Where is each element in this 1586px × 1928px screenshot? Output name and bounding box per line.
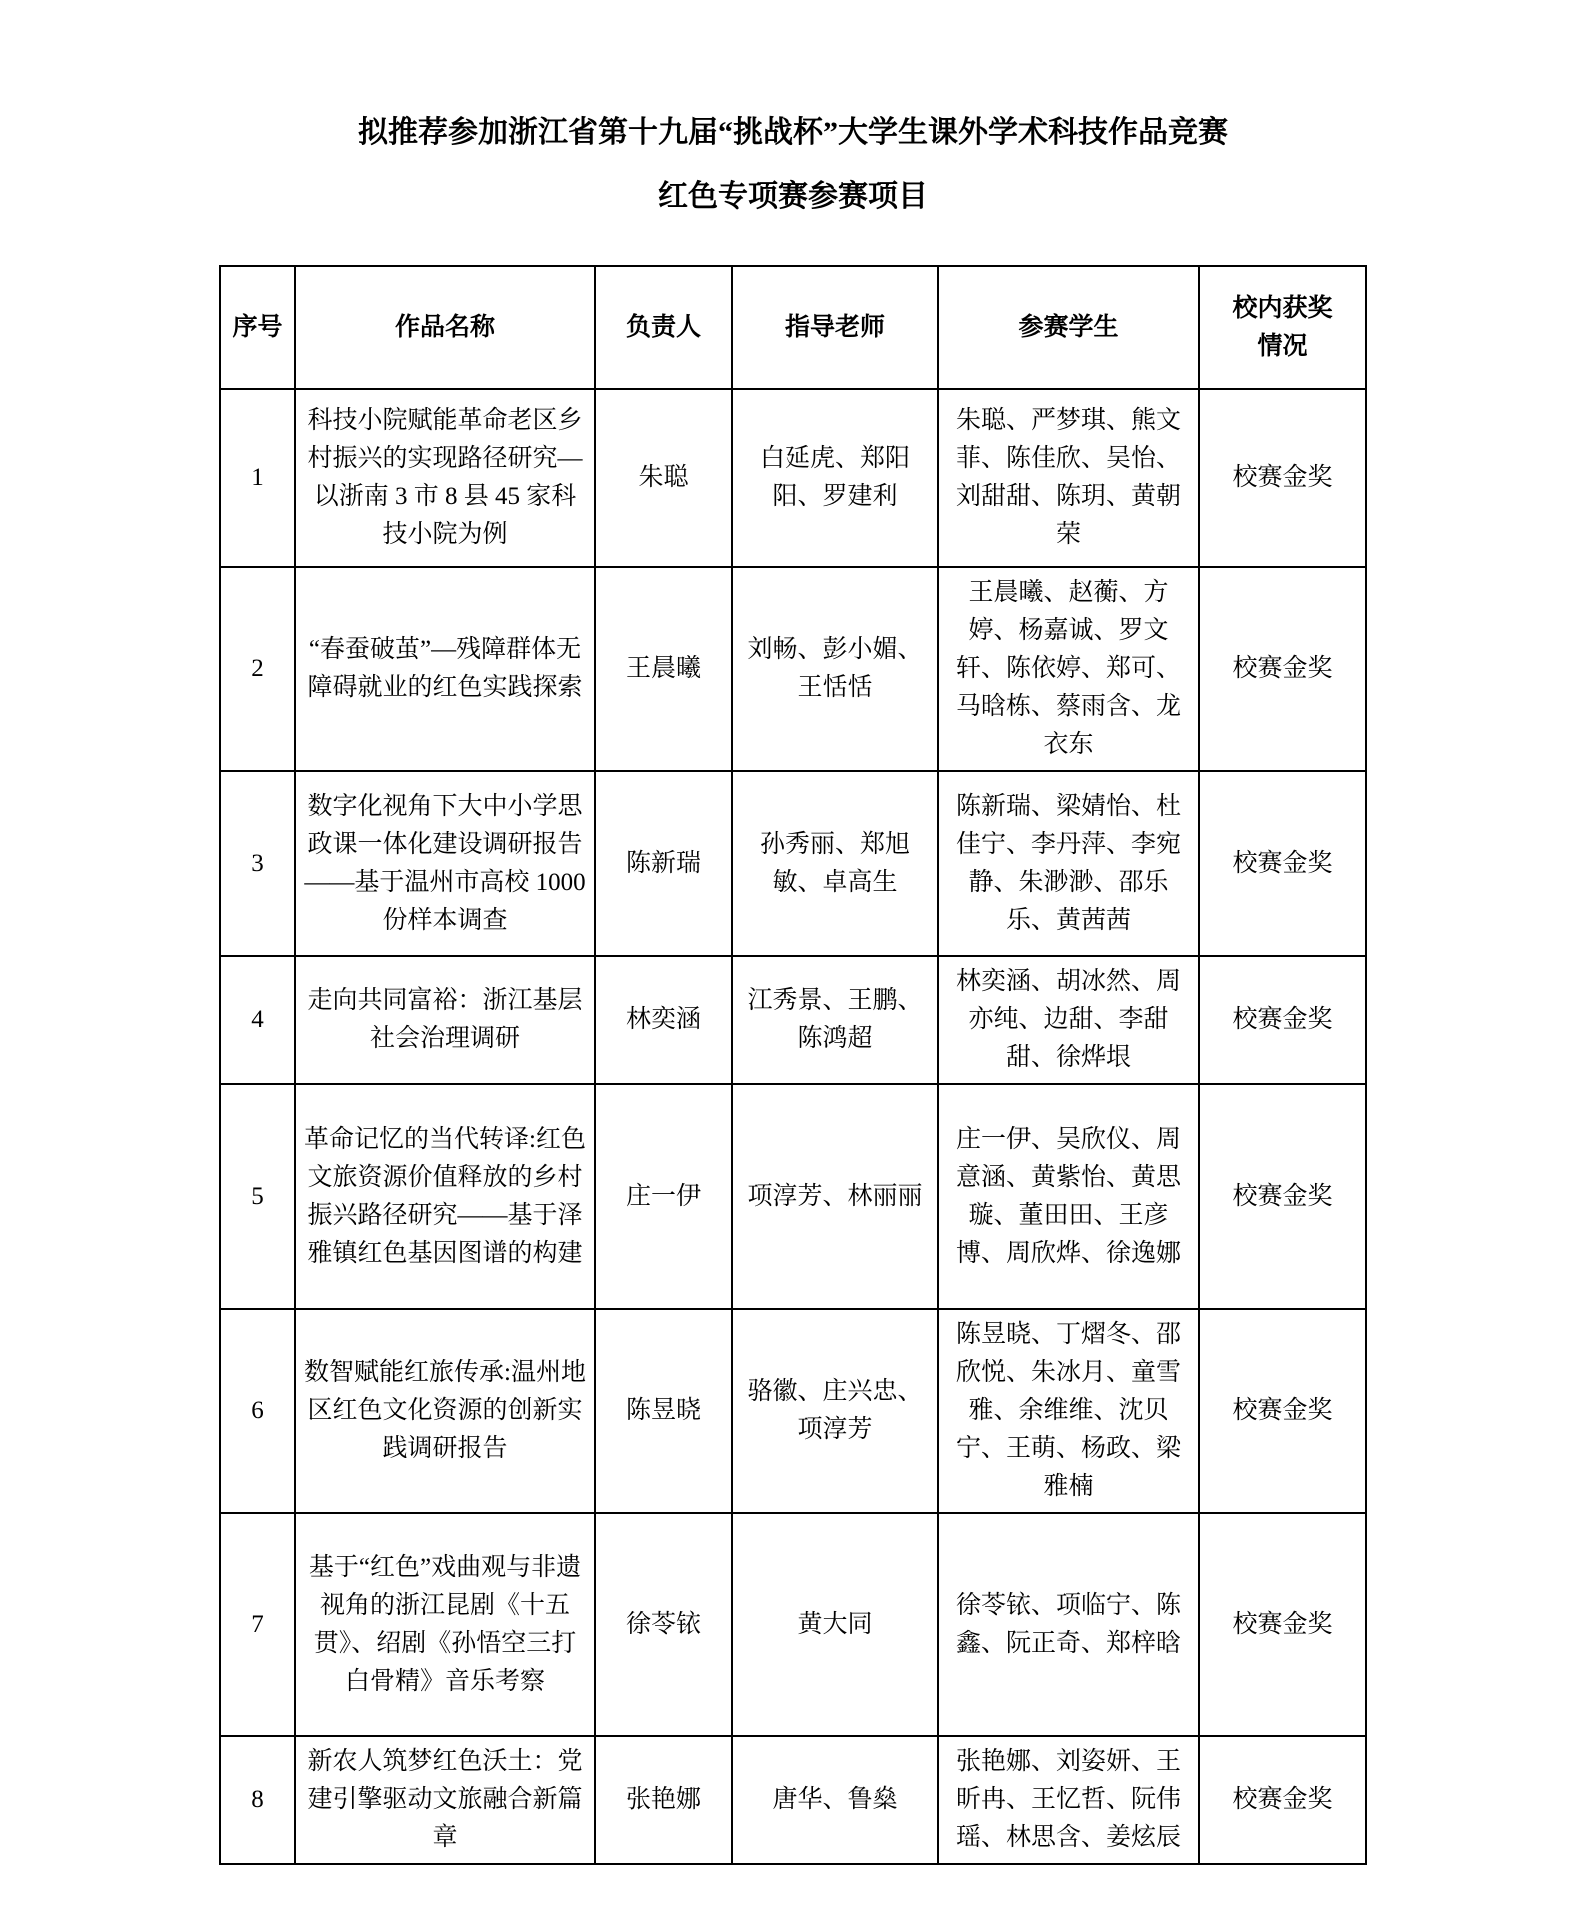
award-cell: 校赛金奖 [1199,1736,1366,1864]
project-name-cell: 走向共同富裕：浙江基层社会治理调研 [295,956,595,1084]
advisors-cell: 项淳芳、林丽丽 [732,1084,938,1309]
award-header-label: 校内获奖情况 [1232,294,1333,360]
project-name-cell: 革命记忆的当代转译:红色文旅资源价值释放的乡村振兴路径研究——基于泽雅镇红色基因图谱的构建 [295,1084,595,1309]
leader-cell: 朱聪 [595,389,732,567]
table-header-row [220,266,1366,389]
students-cell: 王晨曦、赵蘅、方婷、杨嘉诚、罗文轩、陈依婷、郑可、马晗栋、蔡雨含、龙衣东 [938,567,1199,771]
table-row [220,771,1366,956]
serial-cell: 4 [220,956,295,1084]
students-cell: 陈新瑞、梁婧怡、杜佳宁、李丹萍、李宛静、朱渺渺、邵乐乐、黄茜茜 [938,771,1199,956]
students-cell: 林奕涵、胡冰然、周亦纯、边甜、李甜甜、徐烨垠 [938,956,1199,1084]
serial-cell: 2 [220,567,295,771]
students-cell: 庄一伊、吴欣仪、周意涵、黄紫怡、黄思璇、董田田、王彦博、周欣烨、徐逸娜 [938,1084,1199,1309]
serial-cell: 3 [220,771,295,956]
award-cell: 校赛金奖 [1199,389,1366,567]
advisors-cell: 江秀景、王鹏、陈鸿超 [732,956,938,1084]
students-cell: 陈昱晓、丁熠冬、邵欣悦、朱冰月、童雪雅、余维维、沈贝宁、王萌、杨政、梁雅楠 [938,1309,1199,1513]
leader-cell: 陈昱晓 [595,1309,732,1513]
leader-cell: 张艳娜 [595,1736,732,1864]
project-name-cell: 新农人筑梦红色沃土：党建引擎驱动文旅融合新篇章 [295,1736,595,1864]
leader-cell: 徐苓铱 [595,1513,732,1736]
table-row [220,1309,1366,1513]
table-row [220,956,1366,1084]
serial-cell: 5 [220,1084,295,1309]
advisors-cell: 黄大同 [732,1513,938,1736]
students-cell: 徐苓铱、项临宁、陈鑫、阮正奇、郑梓晗 [938,1513,1199,1736]
table-row [220,1513,1366,1736]
award-cell: 校赛金奖 [1199,1309,1366,1513]
advisors-cell: 白延虎、郑阳阳、罗建利 [732,389,938,567]
table-row [220,1084,1366,1309]
serial-cell: 8 [220,1736,295,1864]
serial-cell: 7 [220,1513,295,1736]
leader-cell: 林奕涵 [595,956,732,1084]
students-header: 参赛学生 [938,266,1199,389]
project-name-cell: 科技小院赋能革命老区乡村振兴的实现路径研究—以浙南 3 市 8 县 45 家科技小院为例 [295,389,595,567]
leader-cell: 庄一伊 [595,1084,732,1309]
award-cell: 校赛金奖 [1199,956,1366,1084]
leader-header: 负责人 [595,266,732,389]
students-cell: 朱聪、严梦琪、熊文菲、陈佳欣、吴怡、刘甜甜、陈玥、黄朝荣 [938,389,1199,567]
award-cell: 校赛金奖 [1199,1084,1366,1309]
award-header [1199,266,1366,389]
document-title-line2: 红色专项赛参赛项目 [658,180,928,213]
project-name-cell: “春蚕破茧”—残障群体无障碍就业的红色实践探索 [295,567,595,771]
leader-cell: 王晨曦 [595,567,732,771]
advisors-header: 指导老师 [732,266,938,389]
document-title-line1: 拟推荐参加浙江省第十九届“挑战杯”大学生课外学术科技作品竞赛 [358,116,1228,149]
project-name-header: 作品名称 [295,266,595,389]
table-row [220,389,1366,567]
award-cell: 校赛金奖 [1199,1513,1366,1736]
leader-cell: 陈新瑞 [595,771,732,956]
table-row [220,1736,1366,1864]
advisors-cell: 唐华、鲁燊 [732,1736,938,1864]
project-name-cell: 数智赋能红旅传承:温州地区红色文化资源的创新实践调研报告 [295,1309,595,1513]
advisors-cell: 刘畅、彭小媚、王恬恬 [732,567,938,771]
serial-cell: 1 [220,389,295,567]
award-cell: 校赛金奖 [1199,771,1366,956]
advisors-cell: 孙秀丽、郑旭敏、卓高生 [732,771,938,956]
projects-table [219,265,1367,1865]
students-cell: 张艳娜、刘姿妍、王昕冉、王忆哲、阮伟瑶、林思含、姜炫辰 [938,1736,1199,1864]
serial-cell: 6 [220,1309,295,1513]
table-row [220,567,1366,771]
serial-number-header: 序号 [220,266,295,389]
award-cell: 校赛金奖 [1199,567,1366,771]
advisors-cell: 骆徽、庄兴忠、项淳芳 [732,1309,938,1513]
project-name-cell: 基于“红色”戏曲观与非遗视角的浙江昆剧《十五贯》、绍剧《孙悟空三打白骨精》音乐考察 [295,1513,595,1736]
project-name-cell: 数字化视角下大中小学思政课一体化建设调研报告——基于温州市高校 1000 份样本调查 [295,771,595,956]
